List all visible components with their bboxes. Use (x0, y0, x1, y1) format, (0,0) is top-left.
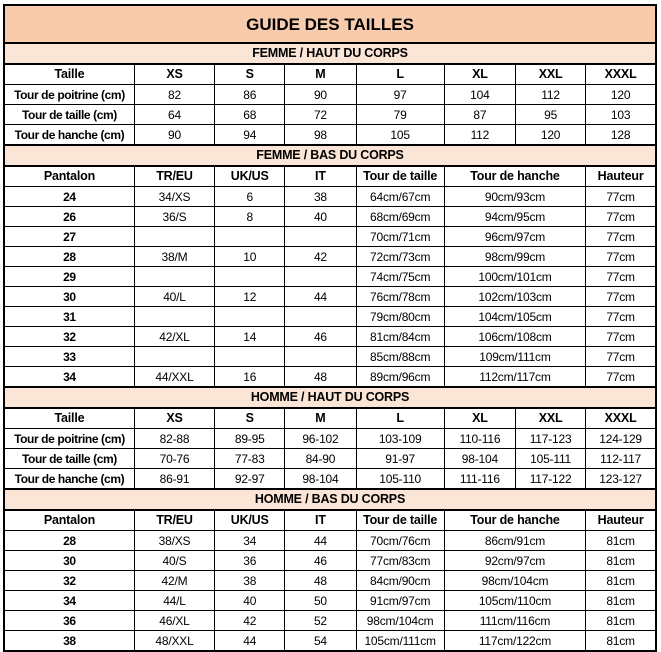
table-cell: 104 (444, 85, 515, 105)
row-label: Tour de taille (cm) (4, 105, 134, 125)
column-header: S (215, 408, 285, 429)
table-cell: 111cm/116cm (444, 611, 585, 631)
table-cell: 74cm/75cm (356, 267, 444, 287)
table-cell: 77cm (586, 227, 656, 247)
table-cell: 120 (586, 85, 656, 105)
table-cell: 84cm/90cm (356, 571, 444, 591)
table-row (4, 307, 656, 327)
row-label: 34 (4, 367, 134, 388)
column-header: Hauteur (586, 510, 656, 531)
table-cell: 34 (215, 531, 285, 551)
table-cell: 77cm (586, 347, 656, 367)
table-cell: 98-104 (285, 469, 356, 490)
column-header: IT (285, 166, 356, 187)
table-cell: 54 (285, 631, 356, 652)
table-cell: 96cm/97cm (444, 227, 585, 247)
table-row (4, 611, 656, 631)
table-cell: 42/XL (134, 327, 214, 347)
table-cell: 95 (515, 105, 585, 125)
row-label: 30 (4, 551, 134, 571)
table-cell: 38/XS (134, 531, 214, 551)
table-cell: 86 (215, 85, 285, 105)
table-cell: 6 (215, 187, 285, 207)
table-cell: 77-83 (215, 449, 285, 469)
table-cell: 77cm/83cm (356, 551, 444, 571)
table-cell: 48/XXL (134, 631, 214, 652)
table-cell: 112-117 (586, 449, 656, 469)
table-cell (134, 307, 214, 327)
table-cell: 44 (285, 531, 356, 551)
table-row (4, 327, 656, 347)
table-row (4, 125, 656, 146)
table-row (4, 469, 656, 490)
table-cell: 76cm/78cm (356, 287, 444, 307)
column-header: Tour de taille (356, 510, 444, 531)
table-cell: 68 (215, 105, 285, 125)
table-cell: 81cm (586, 531, 656, 551)
table-cell: 97 (356, 85, 444, 105)
table-cell (285, 307, 356, 327)
table-cell: 109cm/111cm (444, 347, 585, 367)
table-cell: 91-97 (356, 449, 444, 469)
table-cell: 34/XS (134, 187, 214, 207)
table-cell: 81cm (586, 551, 656, 571)
column-header: Pantalon (4, 510, 134, 531)
table-cell (285, 267, 356, 287)
table-cell: 102cm/103cm (444, 287, 585, 307)
table-row (4, 449, 656, 469)
table-cell: 92-97 (215, 469, 285, 490)
table-cell: 104cm/105cm (444, 307, 585, 327)
table-cell: 46/XL (134, 611, 214, 631)
table-cell: 50 (285, 591, 356, 611)
table-cell: 40 (285, 207, 356, 227)
table-cell: 124-129 (586, 429, 656, 449)
table-cell: 85cm/88cm (356, 347, 444, 367)
table-cell: 77cm (586, 207, 656, 227)
table-cell: 106cm/108cm (444, 327, 585, 347)
column-header: L (356, 64, 444, 85)
table-cell (285, 347, 356, 367)
table-cell: 77cm (586, 247, 656, 267)
table-cell: 84-90 (285, 449, 356, 469)
column-header: XL (444, 64, 515, 85)
table-cell: 98 (285, 125, 356, 146)
table-cell: 46 (285, 551, 356, 571)
section-header: HOMME / HAUT DU CORPS (4, 387, 656, 408)
table-cell: 70-76 (134, 449, 214, 469)
table-cell: 70cm/71cm (356, 227, 444, 247)
table-cell: 48 (285, 571, 356, 591)
row-label: Tour de poitrine (cm) (4, 429, 134, 449)
table-cell: 123-127 (586, 469, 656, 490)
table-cell (215, 307, 285, 327)
table-cell: 48 (285, 367, 356, 388)
table-cell: 38/M (134, 247, 214, 267)
table-cell: 68cm/69cm (356, 207, 444, 227)
table-cell: 10 (215, 247, 285, 267)
column-header: UK/US (215, 166, 285, 187)
row-label: Tour de taille (cm) (4, 449, 134, 469)
table-cell: 112 (444, 125, 515, 146)
section-header: FEMME / HAUT DU CORPS (4, 43, 656, 64)
table-cell (215, 347, 285, 367)
table-row (4, 551, 656, 571)
column-header: Pantalon (4, 166, 134, 187)
table-cell: 90 (134, 125, 214, 146)
table-cell: 79cm/80cm (356, 307, 444, 327)
table-cell: 40/L (134, 287, 214, 307)
table-cell: 38 (285, 187, 356, 207)
page-title: GUIDE DES TAILLES (4, 5, 656, 43)
table-cell: 81cm (586, 611, 656, 631)
table-cell: 103 (586, 105, 656, 125)
column-header: Tour de taille (356, 166, 444, 187)
table-row (4, 531, 656, 551)
table-cell: 87 (444, 105, 515, 125)
table-cell: 44 (285, 287, 356, 307)
table-cell: 100cm/101cm (444, 267, 585, 287)
table-cell: 98cm/104cm (444, 571, 585, 591)
table-cell: 81cm/84cm (356, 327, 444, 347)
row-label: 27 (4, 227, 134, 247)
table-cell (285, 227, 356, 247)
column-header: M (285, 408, 356, 429)
table-cell: 128 (586, 125, 656, 146)
table-cell: 16 (215, 367, 285, 388)
table-cell: 42/M (134, 571, 214, 591)
column-header-row (4, 408, 656, 429)
section-row (4, 145, 656, 166)
row-label: 36 (4, 611, 134, 631)
table-cell: 40/S (134, 551, 214, 571)
table-cell: 112 (515, 85, 585, 105)
table-cell: 98-104 (444, 449, 515, 469)
table-cell (134, 227, 214, 247)
table-row (4, 187, 656, 207)
row-label: 24 (4, 187, 134, 207)
table-cell: 38 (215, 571, 285, 591)
column-header: XS (134, 408, 214, 429)
table-cell: 8 (215, 207, 285, 227)
table-row (4, 429, 656, 449)
column-header: XL (444, 408, 515, 429)
table-cell: 77cm (586, 367, 656, 388)
table-cell: 82 (134, 85, 214, 105)
column-header: Tour de hanche (444, 166, 585, 187)
table-cell: 77cm (586, 267, 656, 287)
table-row (4, 267, 656, 287)
table-cell: 86cm/91cm (444, 531, 585, 551)
column-header-row (4, 166, 656, 187)
section-header: FEMME / BAS DU CORPS (4, 145, 656, 166)
table-cell: 105 (356, 125, 444, 146)
title-row (4, 5, 656, 43)
table-row (4, 631, 656, 652)
column-header: Hauteur (586, 166, 656, 187)
column-header: TR/EU (134, 510, 214, 531)
column-header-row (4, 510, 656, 531)
row-label: Tour de hanche (cm) (4, 125, 134, 146)
table-cell: 117-122 (515, 469, 585, 490)
table-cell: 82-88 (134, 429, 214, 449)
table-cell: 52 (285, 611, 356, 631)
column-header: Tour de hanche (444, 510, 585, 531)
table-row (4, 105, 656, 125)
column-header: S (215, 64, 285, 85)
row-label: 28 (4, 247, 134, 267)
section-header: HOMME / BAS DU CORPS (4, 489, 656, 510)
table-cell: 79 (356, 105, 444, 125)
table-cell: 92cm/97cm (444, 551, 585, 571)
row-label: 28 (4, 531, 134, 551)
table-cell: 98cm/99cm (444, 247, 585, 267)
row-label: 33 (4, 347, 134, 367)
table-cell: 42 (215, 611, 285, 631)
table-row (4, 287, 656, 307)
column-header: M (285, 64, 356, 85)
table-cell: 117cm/122cm (444, 631, 585, 652)
size-guide-table (3, 4, 657, 652)
table-cell: 103-109 (356, 429, 444, 449)
table-cell: 77cm (586, 287, 656, 307)
table-cell: 36/S (134, 207, 214, 227)
column-header: Taille (4, 408, 134, 429)
table-cell: 90cm/93cm (444, 187, 585, 207)
row-label: 31 (4, 307, 134, 327)
column-header: XXXL (586, 64, 656, 85)
table-cell: 72cm/73cm (356, 247, 444, 267)
table-cell: 120 (515, 125, 585, 146)
row-label: 29 (4, 267, 134, 287)
table-cell: 94cm/95cm (444, 207, 585, 227)
table-row (4, 85, 656, 105)
table-cell: 40 (215, 591, 285, 611)
table-cell (215, 227, 285, 247)
column-header: L (356, 408, 444, 429)
table-row (4, 207, 656, 227)
row-label: Tour de poitrine (cm) (4, 85, 134, 105)
section-row (4, 489, 656, 510)
column-header: Taille (4, 64, 134, 85)
table-cell: 64cm/67cm (356, 187, 444, 207)
table-cell: 105-111 (515, 449, 585, 469)
column-header: XXL (515, 64, 585, 85)
table-cell: 14 (215, 327, 285, 347)
table-cell: 77cm (586, 327, 656, 347)
table-cell: 89-95 (215, 429, 285, 449)
table-cell: 81cm (586, 591, 656, 611)
row-label: Tour de hanche (cm) (4, 469, 134, 490)
table-cell: 81cm (586, 631, 656, 652)
table-cell: 90 (285, 85, 356, 105)
column-header-row (4, 64, 656, 85)
table-cell: 46 (285, 327, 356, 347)
table-cell (215, 267, 285, 287)
table-cell: 105-110 (356, 469, 444, 490)
table-row (4, 347, 656, 367)
table-row (4, 591, 656, 611)
table-cell: 86-91 (134, 469, 214, 490)
row-label: 30 (4, 287, 134, 307)
column-header: XS (134, 64, 214, 85)
table-cell: 44/L (134, 591, 214, 611)
row-label: 32 (4, 327, 134, 347)
table-cell: 96-102 (285, 429, 356, 449)
table-cell: 42 (285, 247, 356, 267)
table-cell: 64 (134, 105, 214, 125)
table-cell: 98cm/104cm (356, 611, 444, 631)
column-header: XXL (515, 408, 585, 429)
table-row (4, 571, 656, 591)
column-header: UK/US (215, 510, 285, 531)
row-label: 26 (4, 207, 134, 227)
table-row (4, 367, 656, 388)
table-cell: 105cm/111cm (356, 631, 444, 652)
table-cell: 94 (215, 125, 285, 146)
section-row (4, 43, 656, 64)
table-cell: 77cm (586, 307, 656, 327)
row-label: 34 (4, 591, 134, 611)
row-label: 38 (4, 631, 134, 652)
table-cell (134, 347, 214, 367)
table-cell: 81cm (586, 571, 656, 591)
table-cell: 91cm/97cm (356, 591, 444, 611)
table-cell: 44/XXL (134, 367, 214, 388)
section-row (4, 387, 656, 408)
table-cell: 77cm (586, 187, 656, 207)
table-cell: 70cm/76cm (356, 531, 444, 551)
table-cell: 110-116 (444, 429, 515, 449)
size-table-body (4, 5, 656, 651)
table-cell: 72 (285, 105, 356, 125)
table-cell: 105cm/110cm (444, 591, 585, 611)
row-label: 32 (4, 571, 134, 591)
table-cell: 89cm/96cm (356, 367, 444, 388)
table-cell: 112cm/117cm (444, 367, 585, 388)
table-cell: 111-116 (444, 469, 515, 490)
table-row (4, 227, 656, 247)
table-cell: 12 (215, 287, 285, 307)
table-cell: 117-123 (515, 429, 585, 449)
column-header: TR/EU (134, 166, 214, 187)
table-cell: 44 (215, 631, 285, 652)
table-row (4, 247, 656, 267)
table-cell (134, 267, 214, 287)
column-header: XXXL (586, 408, 656, 429)
table-cell: 36 (215, 551, 285, 571)
column-header: IT (285, 510, 356, 531)
